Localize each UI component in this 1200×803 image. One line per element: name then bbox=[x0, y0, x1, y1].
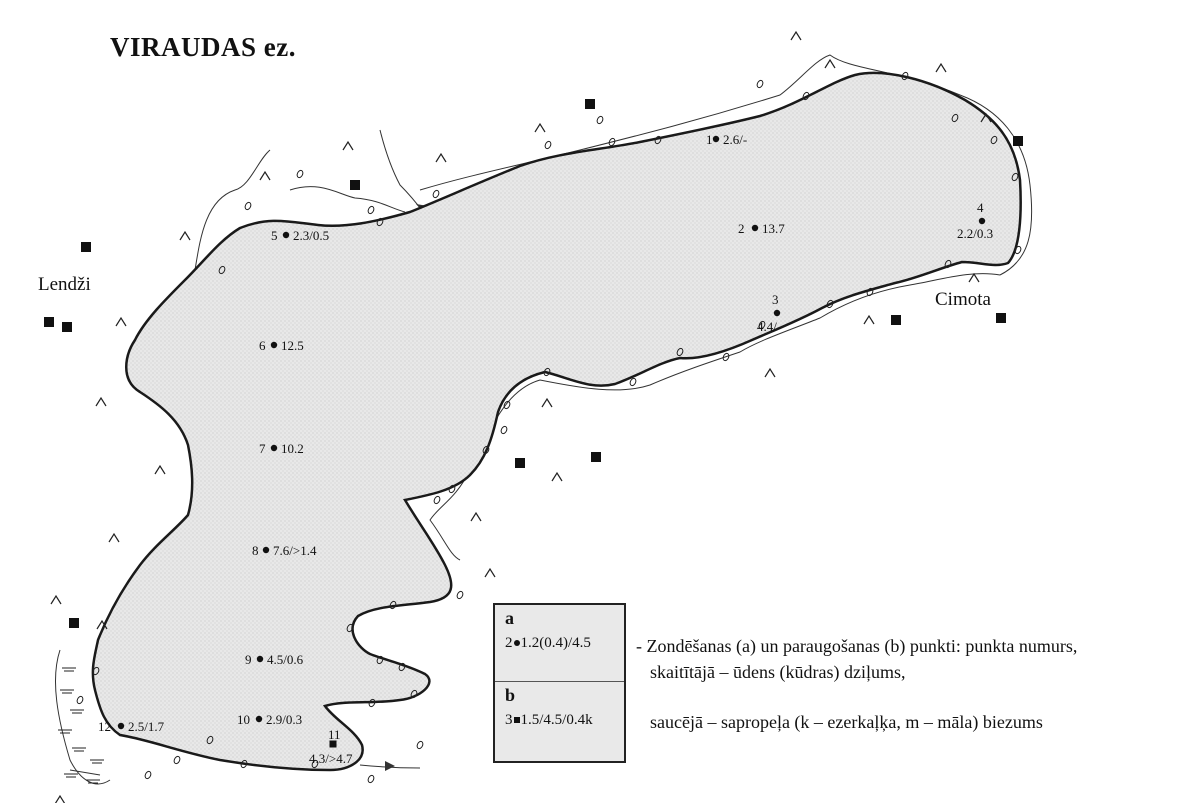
sounding-point-marker bbox=[256, 716, 262, 722]
forest-icon bbox=[542, 399, 552, 407]
shrub-icon bbox=[756, 79, 764, 88]
forest-icon bbox=[180, 232, 190, 240]
legend-line-1: - Zondēšanas (a) un paraugošanas (b) punkti: punkta numurs, bbox=[636, 636, 1078, 656]
shrub-icon bbox=[544, 140, 552, 149]
legend-a-example bbox=[505, 635, 591, 652]
legend-b-example bbox=[505, 712, 593, 729]
shrub-icon bbox=[456, 590, 464, 599]
point-value-label: 4.5/0.6 bbox=[267, 652, 304, 667]
forest-icon bbox=[260, 172, 270, 180]
point-number: 6 bbox=[259, 338, 266, 353]
forest-icon bbox=[343, 142, 353, 150]
sounding-point-marker bbox=[713, 136, 719, 142]
legend-line-3: saucējā – sapropeļa (k – ezerkaļķa, m – māla) biezums bbox=[650, 712, 1043, 732]
shrub-icon bbox=[296, 169, 304, 178]
point-value-label: 2.9/0.3 bbox=[266, 712, 303, 727]
point-value-label: 7.6/>1.4 bbox=[273, 543, 317, 558]
shrub-icon bbox=[367, 774, 375, 783]
shrub-icon bbox=[367, 205, 375, 214]
forest-icon bbox=[436, 154, 446, 162]
forest-icon bbox=[969, 274, 979, 282]
shrub-icon bbox=[76, 695, 84, 704]
point-value-label: 10.2 bbox=[281, 441, 304, 456]
place-label-lendzi: Lendži bbox=[38, 274, 91, 295]
sounding-point-marker bbox=[263, 547, 269, 553]
forest-icon bbox=[791, 32, 801, 40]
shrub-icon bbox=[416, 740, 424, 749]
forest-icon bbox=[116, 318, 126, 326]
place-label-cimota: Cimota bbox=[935, 289, 991, 310]
forest-icon bbox=[864, 316, 874, 324]
forest-icon bbox=[825, 60, 835, 68]
shrub-icon bbox=[173, 755, 181, 764]
shrub-icon bbox=[500, 425, 508, 434]
building-icon bbox=[44, 317, 54, 327]
shrub-icon bbox=[433, 495, 441, 504]
point-number: 7 bbox=[259, 441, 266, 456]
sounding-point-icon bbox=[514, 640, 520, 646]
building-icon bbox=[515, 458, 525, 468]
point-value-label: 2.6/- bbox=[723, 132, 748, 147]
sounding-point-marker bbox=[774, 310, 780, 316]
point-number: 8 bbox=[252, 543, 259, 558]
sounding-point-marker bbox=[118, 723, 124, 729]
sounding-point-marker bbox=[283, 232, 289, 238]
building-icon bbox=[1013, 136, 1023, 146]
sounding-point-marker bbox=[271, 342, 277, 348]
legend-a-number: 2 bbox=[505, 635, 513, 651]
legend-b-number: 3 bbox=[505, 712, 513, 728]
legend-line-2: skaitītājā – ūdens (kūdras) dziļums, bbox=[650, 662, 906, 682]
point-number: 1 bbox=[706, 132, 713, 147]
forest-icon bbox=[96, 398, 106, 406]
shrub-icon bbox=[144, 770, 152, 779]
sampling-point-icon bbox=[514, 717, 520, 723]
sounding-point-marker bbox=[752, 225, 758, 231]
point-number: 12 bbox=[98, 719, 111, 734]
shrub-icon bbox=[503, 400, 511, 409]
point-value-label: 4.3/>4.7 bbox=[309, 751, 353, 766]
legend-box bbox=[493, 603, 626, 763]
forest-icon bbox=[109, 534, 119, 542]
forest-icon bbox=[155, 466, 165, 474]
point-value-label: 13.7 bbox=[762, 221, 785, 236]
forest-icon bbox=[765, 369, 775, 377]
stream-arrow-south bbox=[385, 761, 395, 771]
legend-b-label: b bbox=[505, 685, 516, 705]
point-number: 4 bbox=[977, 200, 984, 215]
forest-icon bbox=[51, 596, 61, 604]
legend-a-value: 1.2(0.4)/4.5 bbox=[520, 635, 591, 651]
building-icon bbox=[591, 452, 601, 462]
sounding-point-marker bbox=[257, 656, 263, 662]
building-icon bbox=[62, 322, 72, 332]
building-icon bbox=[350, 180, 360, 190]
point-value-label: 2.5/1.7 bbox=[128, 719, 165, 734]
forest-icon bbox=[535, 124, 545, 132]
stream-line-north bbox=[380, 130, 424, 213]
building-icon bbox=[585, 99, 595, 109]
point-number: 5 bbox=[271, 228, 278, 243]
shrub-icon bbox=[244, 201, 252, 210]
building-icon bbox=[81, 242, 91, 252]
building-icon bbox=[891, 315, 901, 325]
point-value-label: 4.4/- bbox=[757, 319, 782, 334]
point-value-label: 12.5 bbox=[281, 338, 304, 353]
point-value-label: 2.3/0.5 bbox=[293, 228, 330, 243]
legend-b-value: 1.5/4.5/0.4k bbox=[520, 712, 593, 728]
building-icon bbox=[69, 618, 79, 628]
shrub-icon bbox=[432, 189, 440, 198]
shrub-icon bbox=[596, 115, 604, 124]
forest-icon bbox=[485, 569, 495, 577]
forest-icon bbox=[55, 796, 65, 803]
point-number: 11 bbox=[328, 727, 341, 742]
building-icon bbox=[996, 313, 1006, 323]
sounding-point-marker bbox=[271, 445, 277, 451]
forest-icon bbox=[552, 473, 562, 481]
point-number: 10 bbox=[237, 712, 250, 727]
legend-a-label: a bbox=[505, 608, 514, 628]
point-value-label: 2.2/0.3 bbox=[957, 226, 994, 241]
point-number: 9 bbox=[245, 652, 252, 667]
point-number: 3 bbox=[772, 292, 779, 307]
legend-divider bbox=[495, 681, 624, 682]
forest-icon bbox=[936, 64, 946, 72]
sounding-point-marker bbox=[979, 218, 985, 224]
forest-icon bbox=[471, 513, 481, 521]
map-title: VIRAUDAS ez. bbox=[110, 32, 296, 62]
point-number: 2 bbox=[738, 221, 745, 236]
